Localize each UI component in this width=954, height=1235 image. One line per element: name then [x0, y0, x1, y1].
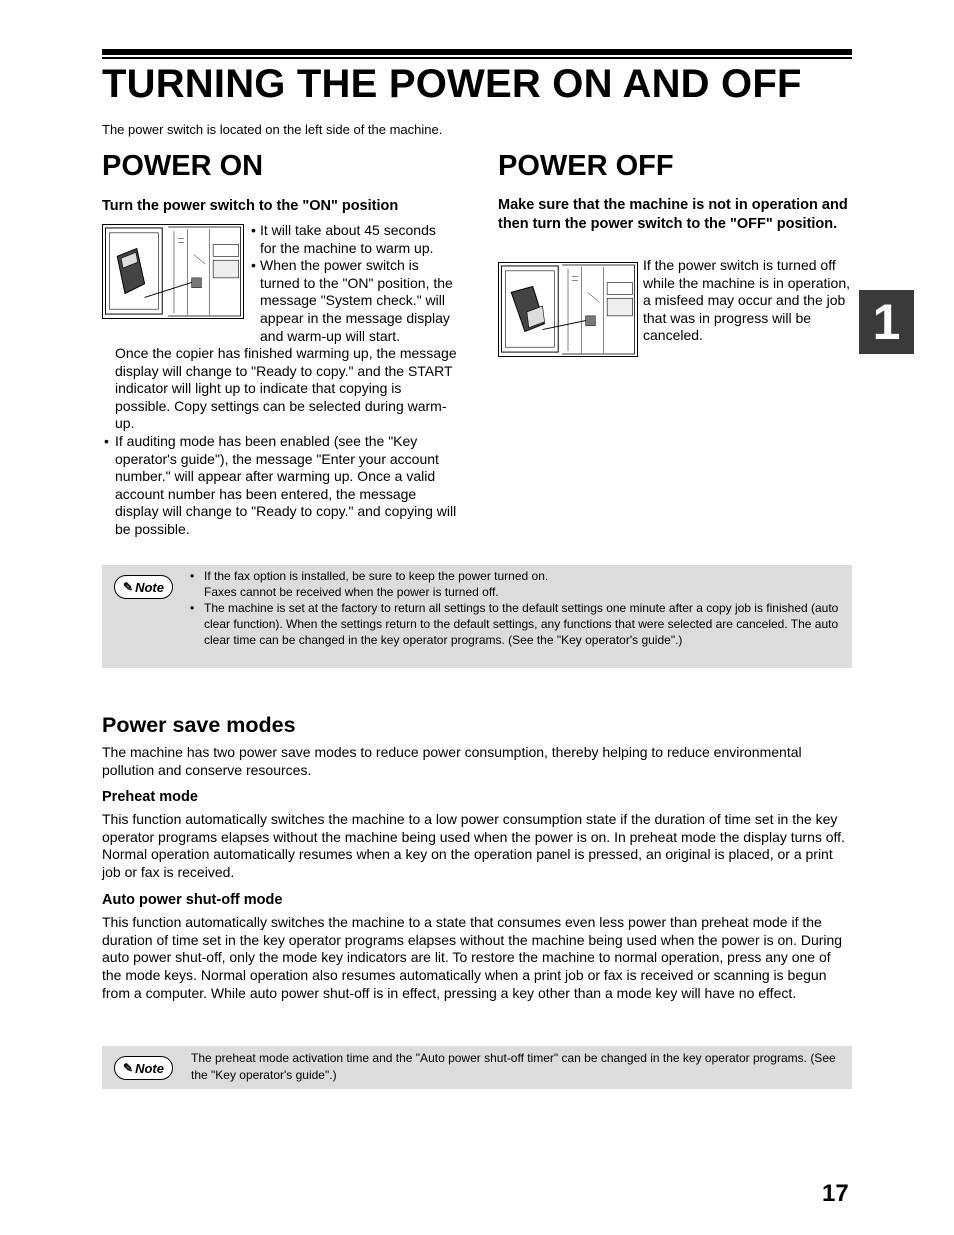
power-on-bullets-top — [251, 222, 456, 345]
title-rule-thin — [102, 57, 852, 59]
note-1-item-2: The machine is set at the factory to return all settings to the default settings one minute after a copy job is finished (auto clear function). When the settings return to the default settings, any functions that were selected are canceled. The auto clear time can be changed in the key operator programs. (See the "Key operator's guide".) — [204, 601, 839, 647]
power-on-heading: POWER ON — [102, 150, 264, 182]
preheat-heading: Preheat mode — [102, 789, 198, 805]
power-save-heading: Power save modes — [102, 713, 296, 737]
note-1-list — [190, 568, 842, 648]
auto-shutoff-heading: Auto power shut-off mode — [102, 892, 283, 908]
chapter-tab: 1 — [859, 290, 914, 354]
title-rule-thick — [102, 49, 852, 55]
list-item — [251, 257, 456, 345]
note-box-2 — [102, 1046, 852, 1089]
note-badge — [114, 1056, 173, 1080]
note-2-text: The preheat mode activation time and the "Auto power shut-off timer" can be changed in the key operator programs. (See the "Key operator's guide".) — [191, 1051, 836, 1082]
note-badge — [114, 575, 173, 599]
auto-shutoff-text: This function automatically switches the machine to a state that consumes even less power than preheat mode if the duration of time set in the key operator programs elapses without the machine being used when the power is on. During auto power shut-off, only the mode key indicators are lit. To restore the machine to normal operation, press any one of the mode keys. Normal operation also resumes automatically when a print job or fax is received or scanning is begun from a computer. While auto power shut-off is in effect, pressing a key other than a mode key will have no effect. — [102, 914, 843, 1001]
note-1-item-1: If the fax option is installed, be sure to keep the power turned on. Faxes cannot be received when the power is turned off. — [204, 569, 549, 599]
list-item — [104, 433, 458, 539]
power-save-intro: The machine has two power save modes to reduce power consumption, thereby helping to reduce environmental pollution and conserve resources. — [102, 744, 802, 778]
power-switch-on-image — [103, 225, 243, 318]
power-switch-off-image — [499, 263, 637, 356]
note-box-1 — [102, 565, 852, 668]
pencil-icon: ✎ — [123, 580, 134, 594]
bullet-icon: • — [104, 433, 109, 449]
power-switch-on-illustration — [102, 224, 244, 319]
page-title: TURNING THE POWER ON AND OFF — [102, 62, 802, 106]
list-item — [190, 568, 842, 600]
list-item — [251, 222, 456, 257]
bullet-icon: • — [190, 569, 195, 583]
bullet-icon: • — [190, 601, 195, 615]
bullet-icon: • — [251, 257, 256, 274]
power-on-bullet-3: If auditing mode has been enabled (see the "Key operator's guide"), the message "Enter your account number." will appear after warming up. Once a valid account number has been entered, the message display will change to "Ready to copy." and copying will be possible. — [115, 433, 457, 537]
power-on-bullet-2-continued: Once the copier has finished warming up, the message display will change to "Ready to copy." and the START indicator will light up to indicate that copying is possible. Copy settings can be selected during warm-up. — [115, 345, 457, 432]
power-off-subheading: Make sure that the machine is not in operation and then turn the power switch to the "OFF" position. — [498, 197, 848, 232]
page-number: 17 — [822, 1180, 849, 1207]
power-on-bullet-2: When the power switch is turned to the "ON" position, the message "System check." will appear in the message display and warm-up will start. — [260, 257, 453, 344]
power-on-subheading: Turn the power switch to the "ON" position — [102, 198, 399, 214]
power-off-text: If the power switch is turned off while the machine is in operation, a misfeed may occur and the job that was in progress will be canceled. — [643, 257, 851, 344]
list-item — [190, 600, 842, 648]
power-switch-off-illustration — [498, 262, 638, 357]
pencil-icon: ✎ — [123, 1061, 134, 1075]
note-label: Note — [135, 579, 164, 595]
bullet-icon: • — [251, 222, 256, 238]
note-label: Note — [135, 1060, 164, 1076]
power-on-bullet-1: It will take about 45 seconds for the machine to warm up. — [260, 222, 436, 256]
power-off-heading: POWER OFF — [498, 150, 674, 182]
preheat-text: This function automatically switches the machine to a low power consumption state if the duration of time set in the key operator programs elapses without the machine being used when the power is on. In preheat mode the display turns off. Normal operation automatically resumes when a key on the operation panel is pressed, an original is placed, or a print job or fax is received. — [102, 811, 845, 881]
intro-text: The power switch is located on the left side of the machine. — [102, 122, 443, 137]
